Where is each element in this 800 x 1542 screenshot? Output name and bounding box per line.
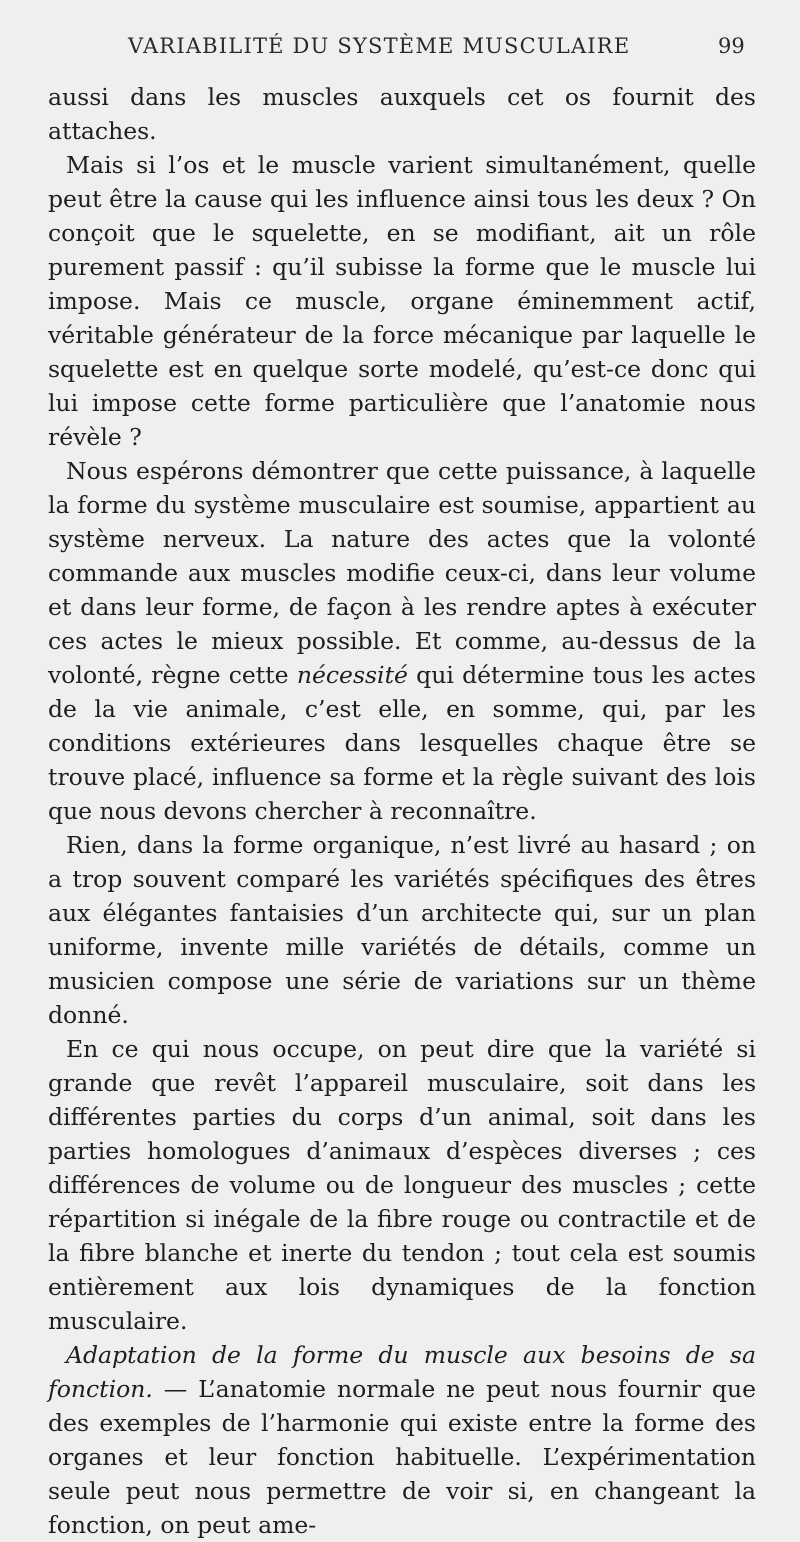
- paragraph-text: qui détermine tous les actes de la vie animale, c’est elle, en somme, qui, par les conditions extérieures dans lesquelles chaque être se trouve placé, influence sa forme et la règle suivant des lois que nous devons chercher à reconnaître.: [48, 661, 756, 825]
- paragraph: Rien, dans la forme organique, n’est livré au hasard ; on a trop souvent comparé les variétés spécifiques des êtres aux élégantes fantaisies d’un architecte qui, sur un plan uniforme, invente mille variétés de détails, comme un musicien compose une série de variations sur un thème donné.: [48, 831, 756, 1029]
- running-title: VARIABILITÉ DU SYSTÈME MUSCULAIRE: [128, 34, 631, 58]
- paragraph: Mais si l’os et le muscle varient simultanément, quelle peut être la cause qui les influence ainsi tous les deux ? On conçoit que le squelette, en se modifiant, ait un rôle purement passif : qu’il subisse la forme que le muscle lui impose. Mais ce muscle, organe éminemment actif, véritable générateur de la force mécanique par laquelle le squelette est en quelque sorte modelé, qu’est-ce donc qui lui impose cette forme particulière que l’anatomie nous révèle ?: [48, 151, 756, 451]
- body-text: [48, 80, 756, 1542]
- page-header: [0, 34, 800, 64]
- paragraph: [48, 454, 756, 828]
- paragraph: En ce qui nous occupe, on peut dire que la variété si grande que revêt l’appareil musculaire, soit dans les différentes parties du corps d’un animal, soit dans les parties homologues d’animaux d’espèces diverses ; ces différences de volume ou de longueur des muscles ; cette répartition si inégale de la fibre rouge ou contractile et de la fibre blanche et inerte du tendon ; tout cela est soumis entièrement aux lois dynamiques de la fonction musculaire.: [48, 1035, 756, 1335]
- paragraph-continuation: aussi dans les muscles auxquels cet os fournit des attaches.: [48, 83, 756, 145]
- section-heading: Adaptation de la forme du muscle aux besoins de sa fonction.: [48, 1341, 756, 1403]
- page-number: 99: [718, 34, 745, 58]
- paragraph: [48, 1338, 756, 1542]
- paragraph-text: — L’anatomie normale ne peut nous fournir que des exemples de l’harmonie qui existe entre la forme des organes et leur fonction habituelle. L’expérimentation seule peut nous permettre de voir si, en changeant la fonction, on peut ame-: [48, 1375, 756, 1539]
- emphasis-text: nécessité: [296, 661, 408, 689]
- paragraph-text: Nous espérons démontrer que cette puissance, à laquelle la forme du système musculaire est soumise, appartient au système nerveux. La nature des actes que la volonté commande aux muscles modifie ceux-ci, dans leur volume et dans leur forme, de façon à les rendre aptes à exécuter ces actes le mieux possible. Et comme, au-dessus de la volonté, règne cette: [48, 457, 756, 689]
